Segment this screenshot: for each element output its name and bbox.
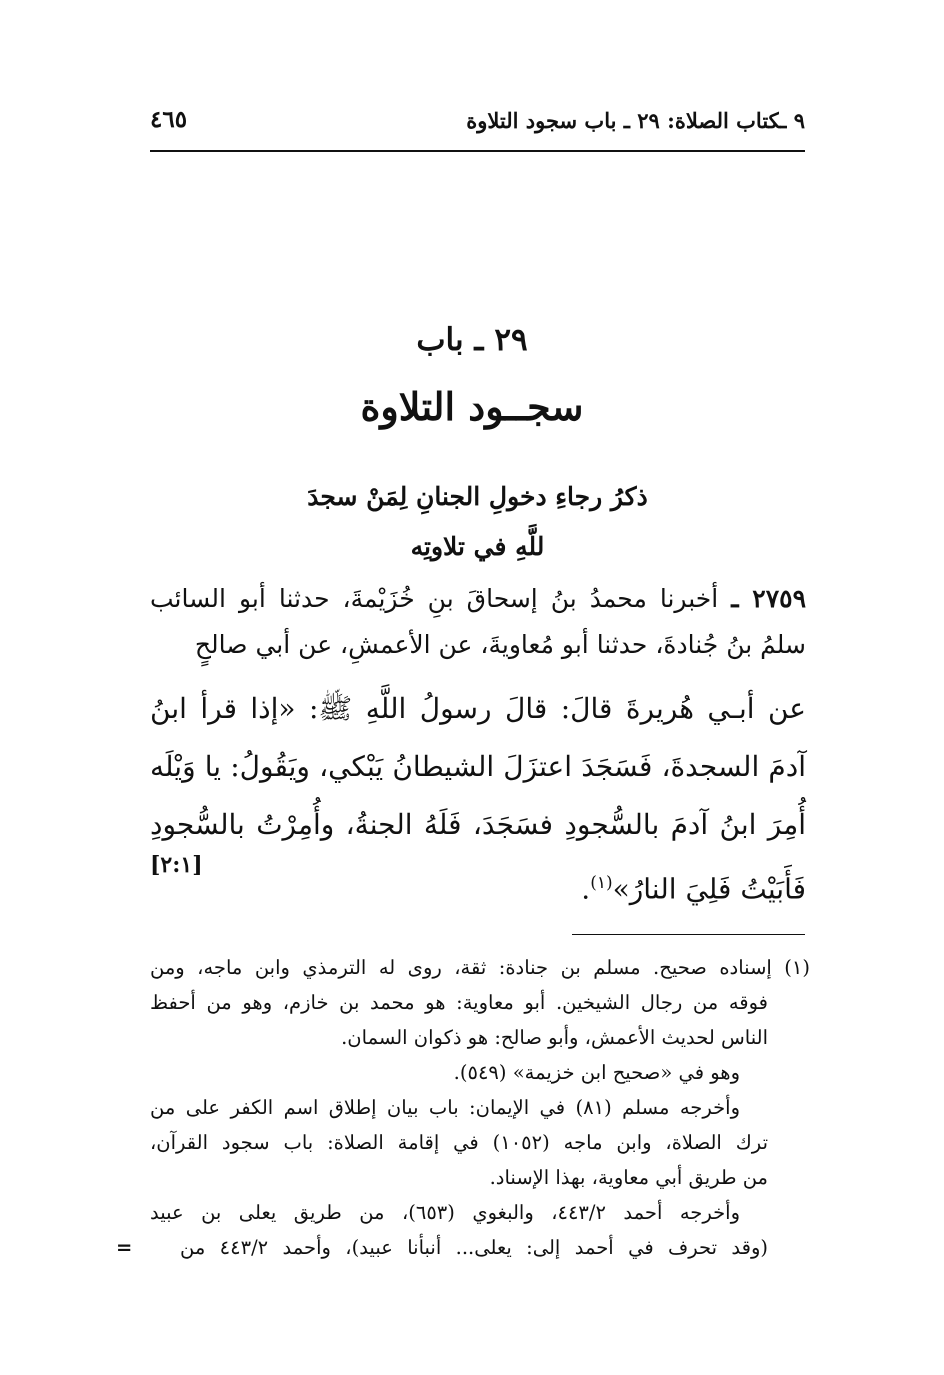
section-heading-line-2: للَّهِ في تلاوتِه	[410, 532, 545, 561]
footnote-line: وأخرجه أحمد ٤٤٣/٢، والبغوي (٦٥٣)، من طريق يعلى بن عبيد	[150, 1201, 740, 1224]
footnotes	[116, 950, 810, 1265]
footnote-line	[116, 1230, 810, 1265]
header-rule	[150, 150, 805, 152]
page-number: ٤٦٥	[150, 106, 188, 133]
matn-text: عن أبـي هُريرةَ قالَ: قالَ رسولُ اللَّهِ ﷺ: «إذا قرأ ابنُ آدمَ السجدةَ، فَسَجَدَ اعتزَلَ الشيطانُ يَبْكي، ويَقُولُ: يا وَيْلَه أُمِرَ ابنُ آدمَ بالسُّجودِ فسَجَدَ، فَلَهُ الجنةُ، وأُمِرْتُ بالسُّجودِ فَأَبَيْتُ فَلِيَ النارُ»	[150, 692, 806, 906]
running-title: ٩ ـكتاب الصلاة: ٢٩ ـ باب سجود التلاوة	[466, 108, 805, 133]
footnote-line: فوقه من رجال الشيخين. أبو معاوية: هو محمد بن خازم، وهو من أحفظ	[150, 991, 768, 1014]
isnad-text: أخبرنا محمدُ بنُ إسحاقَ بنِ خُزَيْمةَ، حدثنا أبو السائب سلمُ بنُ جُنادةَ، حدثنا أبو مُعاويةَ، عن الأعمشِ، عن أبي صالحٍ	[150, 584, 806, 659]
chapter-number: ٢٩ ـ باب	[416, 322, 528, 358]
footnote-line-text: (وقد تحرف في أحمد إلى: يعلى... أنبأنا عبيد)، وأحمد ٤٤٣/٢ من	[180, 1236, 768, 1259]
chapter-title: سجــود التلاوة	[360, 384, 584, 429]
hadith-matn	[150, 680, 806, 918]
footnote-separator	[572, 934, 805, 935]
footnote-line: الناس لحديث الأعمش، وأبو صالح: هو ذكوان السمان.	[341, 1026, 768, 1049]
hadith-number: ٢٧٥٩ ـ	[731, 584, 806, 613]
classification-mark: [٢:١]	[150, 852, 203, 878]
section-heading	[150, 472, 805, 572]
continuation-mark: =	[116, 1236, 133, 1259]
section-heading-line-1: ذكرُ رجاءِ دخولِ الجنانِ لِمَنْ سجدَ	[307, 482, 648, 511]
footnote-line: من طريق أبي معاوية، بهذا الإسناد.	[489, 1166, 768, 1189]
footnote-line: وهو في «صحيح ابن خزيمة» (٥٤٩).	[453, 1061, 740, 1084]
page-header	[150, 108, 805, 144]
footnote-line: وأخرجه مسلم (٨١) في الإيمان: باب بيان إطلاق اسم الكفر على من	[150, 1096, 740, 1119]
matn-end-mark: .	[581, 872, 591, 906]
hadith-isnad	[150, 576, 806, 668]
footnote-line: ترك الصلاة، وابن ماجه (١٠٥٢) في إقامة الصلاة: باب سجود القرآن،	[150, 1131, 768, 1154]
footnote-line: (١) إسناده صحيح. مسلم بن جنادة: ثقة، روى له الترمذي وابن ماجه، ومن	[150, 956, 810, 979]
footnote-reference[interactable]: (١)	[590, 873, 613, 893]
